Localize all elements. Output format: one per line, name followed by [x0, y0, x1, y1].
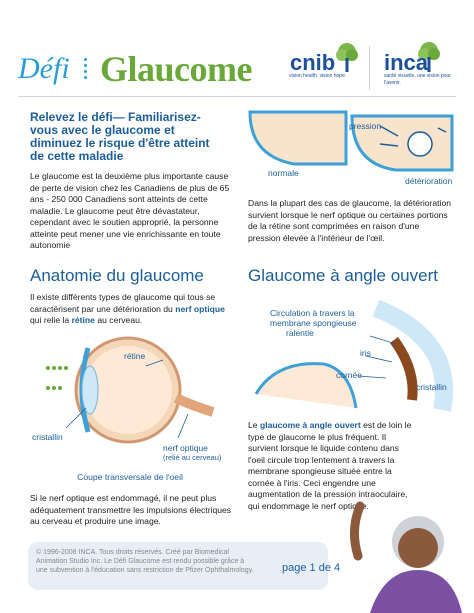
anatomy-paragraph: Il existe différents types de glaucome qui tous se caractérisent par une détérioration du nerf optique qui relie la rétine au cerveau.: [30, 292, 225, 325]
open-angle-heading: Glaucome à angle ouvert: [248, 266, 438, 285]
label-cristallin-right: cristallin: [416, 382, 447, 392]
label-circulation-1: Circulation à travers la: [270, 308, 355, 318]
label-circulation-3: ralentie: [286, 328, 314, 338]
label-cornee: cornée: [336, 370, 362, 380]
inca-wordmark: inca: [384, 50, 429, 75]
open-angle-paragraph: Le glaucome à angle ouvert est de loin le type de glaucome le plus fréquent. Il survient lorsque le liquide contenu dans l'oeil circule trop lentement à travers la membrane spongieuse située entre la cornée à l'iris. Ceci engendre une augmentation de la pression intraoculaire, qui endommage le nerf optique.: [248, 420, 412, 511]
page-title: Glaucome: [100, 49, 252, 89]
pressure-paragraph: Dans la plupart des cas de glaucome, la détérioration survient lorsque le nerf optique ou certaines portions de la rétine sont comprimées en raison d'une pression élevée à l'intérieur de l'œil.: [248, 198, 452, 243]
page-indicator: page 1 de 4: [282, 562, 341, 574]
header-rule: [18, 96, 456, 97]
open-angle-term: glaucome à angle ouvert: [259, 420, 361, 430]
label-circulation-2: membrane spongieuse: [270, 318, 357, 328]
retina-term: rétine: [71, 315, 95, 325]
optic-nerve-term: nerf optique: [175, 303, 225, 314]
label-iris: iris: [360, 348, 371, 358]
label-nerf-sub: (relié au cerveau): [163, 453, 222, 462]
closing-paragraph: Si le nerf optique est endommagé, il ne peut plus adéquatement transmettre les impulsions électriques au cerveau et produire une image.: [30, 493, 232, 526]
diagram-caption: Coupe transversale de l'oeil: [77, 472, 183, 482]
cnib-tagline: vision health. vision hope.: [289, 73, 347, 79]
cnib-logo-icon: [333, 40, 361, 74]
inca-tagline: santé visuelle, une vision pour l'avenir.: [384, 73, 451, 86]
lead-heading: Relevez le défi— Familiarisez-vous avec le glaucome et diminuez le risque d'être atteint de cette maladie: [30, 110, 210, 163]
footer-copyright: © 1996-2008 INCA. Tous droits réservés. Créé par Biomedical Animation Studio Inc. Le Défi Glaucome est rendu possible grâce à une subvention à l'éducation sans restriction de Pfizer Ophthalmology.: [36, 549, 254, 574]
label-cristallin: cristallin: [32, 432, 63, 442]
label-deterioration: détérioration: [405, 176, 453, 186]
label-normale: normale: [268, 168, 299, 178]
logo-divider: [369, 46, 370, 90]
intro-paragraph: Le glaucome est la deuxième plus importante cause de perte de vision chez les Canadiens de plus de 65 ans - 250 000 Canadiens sont atteints de cette maladie. Le glaucome peut être dévastateur, cependant avec le soutien approprié, la personne atteinte peut mener une vie enrichissante en toute autonomie: [30, 171, 230, 250]
cnib-wordmark: cnib: [290, 50, 336, 75]
label-pression: pression: [349, 121, 382, 131]
anatomy-heading: Anatomie du glaucome: [30, 266, 204, 285]
label-retine: rétine: [124, 351, 146, 361]
elderly-woman-illustration: [340, 496, 470, 613]
title-separator: [84, 58, 88, 82]
label-nerf-optique: nerf optique: [163, 443, 208, 453]
defi-label: Défi: [18, 52, 70, 85]
